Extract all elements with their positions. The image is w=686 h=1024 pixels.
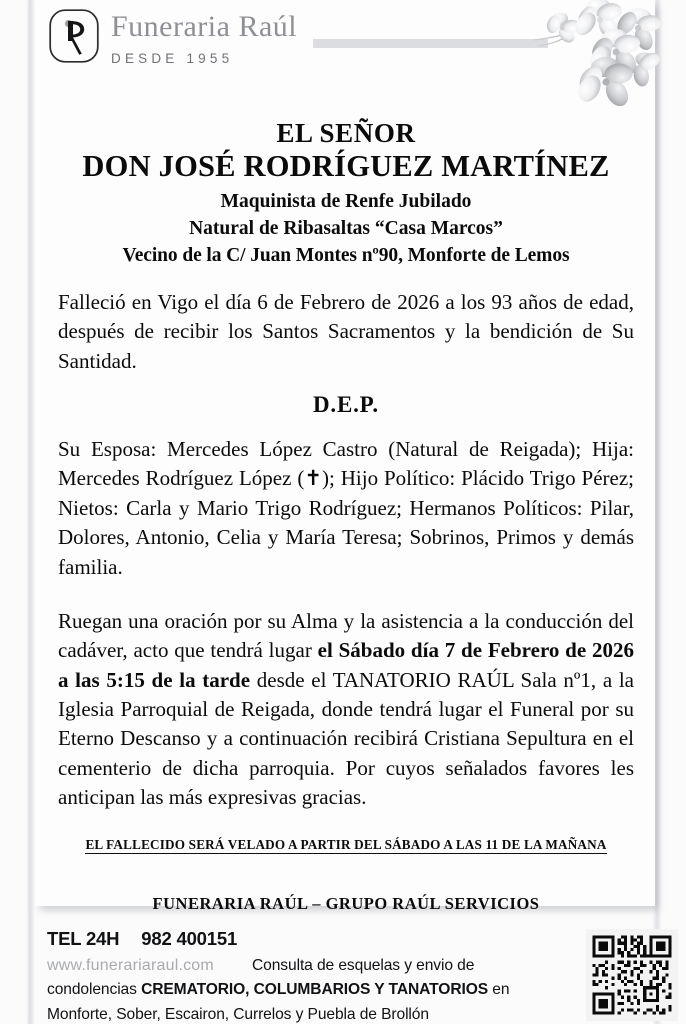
funeral-datetime-emphasis: el Sábado día 7 de Febrero de 2026 a las 5:15 de la tarde bbox=[58, 638, 634, 692]
origin: Natural de Ribasaltas “Casa Marcos” bbox=[189, 217, 503, 239]
residence: Vecino de la C/ Juan Montes nº90, Monforte de Lemos bbox=[122, 244, 570, 266]
death-paragraph: Falleció en Vigo el día 6 de Febrero de 2026 a los 93 años de edad, después de recibir los Santos Sacramentos y la bendición de Su Santidad. bbox=[58, 289, 634, 373]
rip-abbreviation: D.E.P. bbox=[313, 391, 379, 417]
scan-artifact-left bbox=[26, 0, 35, 1024]
tel-label: TEL 24H bbox=[47, 928, 120, 949]
honorific: EL SEÑOR bbox=[276, 118, 416, 148]
tel-number[interactable]: 982 400151 bbox=[141, 928, 238, 949]
blurb-line-2-prefix: condolencias bbox=[47, 981, 142, 999]
website-url[interactable]: www.funerariaraul.com bbox=[47, 957, 214, 974]
qr-code-icon[interactable] bbox=[586, 929, 678, 1021]
occupation: Maquinista de Renfe Jubilado bbox=[220, 191, 472, 212]
footer-blurb bbox=[47, 954, 567, 1024]
funeral-text-part-2: desde el TANATORIO RAÚL Sala nº1, a la Iglesia Parroquial de Reigada, donde tendrá lugar el Funeral por su Eterno Descanso y a continuación recibirá Cristiana Sepultura en el cementerio de dicha parroquia. Por cuyos señalados favores les anticipan las más expresivas gracias. bbox=[58, 667, 634, 810]
blurb-line-3-locations: Monforte, Sober, Escairon, Currelos y Puebla de Brollón bbox=[47, 1005, 429, 1023]
header-divider-rule bbox=[313, 39, 548, 48]
blurb-line-2-services: CREMATORIO, COLUMBARIOS Y TANATORIOS bbox=[141, 981, 489, 999]
footer bbox=[0, 924, 686, 1024]
brand-header bbox=[48, 8, 297, 66]
notice-body bbox=[58, 118, 634, 914]
vigil-notice-text: EL FALLECIDO SERÁ VELADO A PARTIR DEL SÁBADO A LAS 11 DE LA MAÑANA bbox=[85, 836, 607, 852]
frangipani-flowers-decoration-icon bbox=[528, 0, 680, 106]
blurb-line-2-suffix: en bbox=[488, 981, 510, 999]
funeral-details-paragraph bbox=[58, 607, 634, 813]
telephone-row bbox=[47, 928, 237, 950]
funeral-text-part-1: Ruegan una oración por su Alma y la asistencia a la conducción del cadáver, acto que tendrá lugar bbox=[58, 608, 634, 663]
family-paragraph: Su Esposa: Mercedes López Castro (Natural de Reigada); Hija: Mercedes Rodríguez López (✝); Hijo Político: Plácido Trigo Pérez; Nietos: Carla y Mario Trigo Rodríguez; Hermanos Políticos: Pilar, Dolores, Antonio, Celia y María Teresa; Sobrinos, Primos y demás familia. bbox=[58, 436, 634, 579]
funeraria-raul-monogram-r-icon bbox=[48, 8, 100, 64]
blurb-line-1: Consulta de esquelas y envio de bbox=[252, 957, 475, 974]
brand-name: Funeraria Raúl bbox=[111, 10, 298, 43]
company-line: FUNERARIA RAÚL – GRUPO RAÚL SERVICIOS bbox=[152, 893, 540, 913]
vigil-notice bbox=[58, 837, 634, 853]
deceased-name: DON JOSÉ RODRÍGUEZ MARTÍNEZ bbox=[82, 149, 610, 184]
brand-since: DESDE 1955 bbox=[111, 51, 234, 66]
